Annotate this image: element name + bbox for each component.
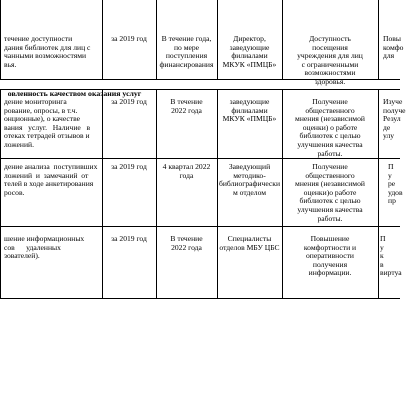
note-cell: П у ре удов пр (388, 162, 403, 206)
note-cell: Повы комфо для (383, 34, 404, 61)
section-title: овленность качеством оказания услуг (7, 89, 142, 98)
column-divider (378, 0, 379, 299)
responsible-cell: Директор, заведующие филиалами МКУК «ПМЦБ» (222, 34, 277, 69)
period-cell: В течение 2022 года (170, 97, 203, 115)
table-bottom-border (0, 298, 400, 299)
note-cell: Изуче получе Резул де улу (383, 97, 406, 141)
column-divider (102, 0, 103, 299)
result-cell: Получение общественного мнения (независимой оценки)о работе библиотек с целью улучшения качества работы. (295, 162, 365, 223)
term-cell: за 2019 год (111, 34, 147, 43)
result-cell: Доступность посещения учреждения для лиц с ограниченными возможностями здоровья. (297, 34, 363, 86)
responsible-cell: заведующие филиалами МКУК «ПМЦБ» (222, 97, 277, 124)
result-cell: Повышение комфортности и оперативности получения информации. (303, 234, 357, 278)
responsible-cell: Специалисты отделов МБУ ЦБС (219, 234, 280, 252)
event-cell: течение доступности дания библиотек для лиц с чанными возможностями вья. (4, 34, 91, 69)
responsible-cell: Заведующий методико- библиографически м отделом (218, 162, 281, 197)
period-cell: В течение 2022 года (170, 234, 203, 252)
table-border-left (0, 0, 1, 299)
result-cell: Получение общественного мнения (независимой оценки) о работе библиотек с целью улучшения качества работы. (295, 97, 365, 158)
event-cell: дение мониторинга рование, опросы, в т.ч. онционные), о качестве вания услуг. Наличие в отеках тетрадей отзывов и ложений. (4, 97, 91, 149)
event-cell: шение информационных сов удаленных зователей). (4, 234, 85, 261)
note-cell: П у к в виртуа (380, 234, 402, 278)
row-divider (0, 226, 400, 227)
period-cell: В течение года, по мере поступления финансирования (159, 34, 214, 69)
period-cell: 4 квартал 2022 года (162, 162, 211, 180)
event-cell: дение анализа поступивших ложений и замечаний от телей в ходе анкетирования росов. (4, 162, 98, 197)
term-cell: за 2019 год (111, 234, 147, 243)
term-cell: за 2019 год (111, 162, 147, 171)
term-cell: за 2019 год (111, 97, 147, 106)
